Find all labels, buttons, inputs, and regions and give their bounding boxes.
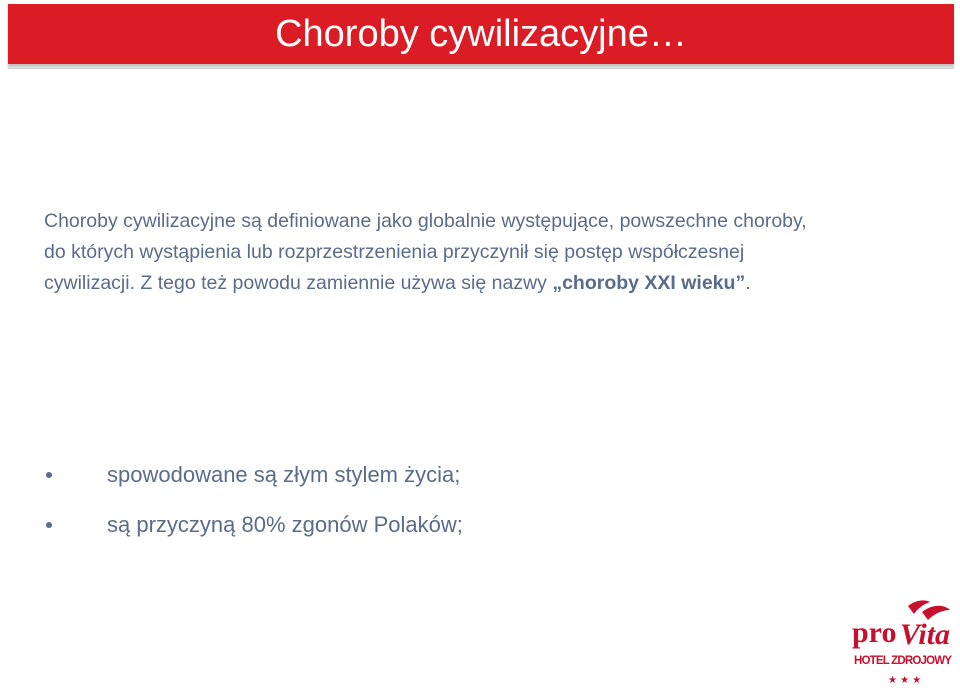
logo-vita-text: Vita [900,618,951,651]
bullet-text: są przyczyną 80% zgonów Polaków; [107,512,463,537]
bullet-icon [46,472,52,478]
logo-subtitle: HOTEL ZDROJOWY [854,655,952,667]
logo-stars-icon: ★ ★ ★ [888,675,922,686]
bullet-item [40,456,463,506]
paragraph-line-2: do których wystąpienia lub rozprzestrzenienia przyczynił się postęp współczesnej [44,241,745,263]
bullet-list [40,456,463,556]
provita-logo [850,598,956,686]
paragraph-line-1: Choroby cywilizacyjne są definiowane jako globalnie występujące, powszechne choroby, [44,210,807,232]
bullet-icon [46,522,52,528]
intro-paragraph [44,206,934,299]
bullet-item [40,506,463,556]
title-bar [8,4,954,64]
paragraph-emphasis: „choroby XXI wieku” [552,272,746,294]
paragraph-line-3-start: cywilizacji. Z tego też powodu zamiennie używa się nazwy [44,272,553,294]
paragraph-line-3-end: . [745,272,751,294]
logo-pro-text: pro [852,616,897,649]
title-divider [8,66,954,69]
bullet-text: spowodowane są złym stylem życia; [107,462,461,487]
slide-title: Choroby cywilizacyjne… [275,13,687,55]
